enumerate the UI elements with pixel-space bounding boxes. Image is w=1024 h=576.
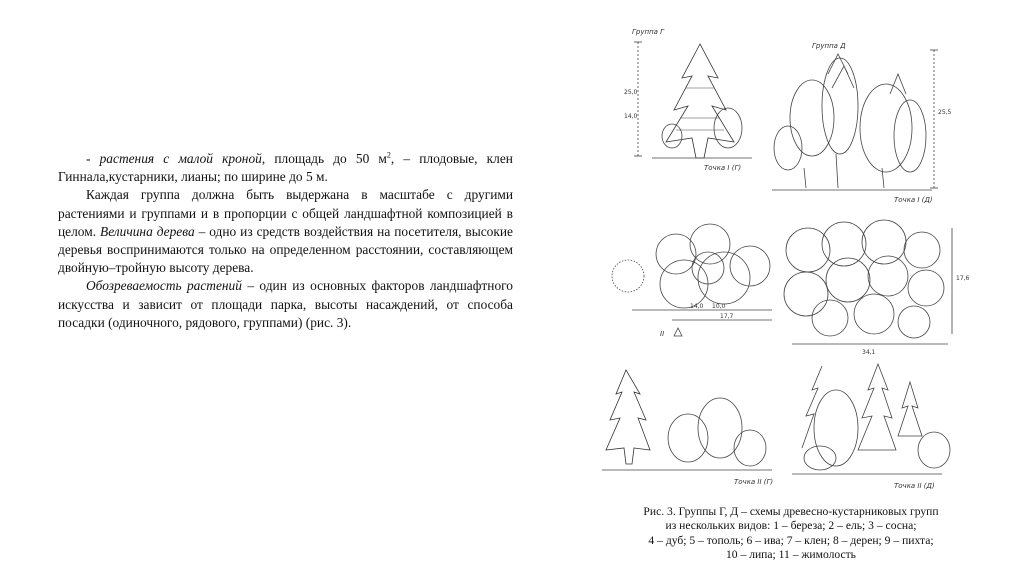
text-fragment: , – плодовые, клен Гиннала,кустарники, лианы; по ширине до 5 м. bbox=[58, 151, 513, 185]
label-point-1g: Точка I (Г) bbox=[704, 164, 742, 172]
group-g-elevation-2 bbox=[602, 370, 772, 470]
plan-dim-34-1: 34,1 bbox=[862, 349, 876, 356]
plan-dim-17-6: 17,6 bbox=[956, 275, 970, 282]
tree-group-drawings bbox=[592, 18, 992, 498]
label-roman-2: II bbox=[660, 330, 665, 338]
group-d-elevation bbox=[772, 50, 938, 190]
dim-25-5: 25,5 bbox=[938, 109, 952, 116]
plan-dim-10: 10,0 bbox=[712, 303, 726, 310]
text-fragment: Каждая группа должна быть выдержана в масштабе с другими растениями и группами и в пропорции с общей ландшафтной композицией в целом. bbox=[58, 187, 513, 239]
plan-dim-14: 14,0 bbox=[690, 303, 704, 310]
dim-25: 25,0 bbox=[624, 89, 638, 96]
text-fragment: , площадь до 50 м bbox=[261, 151, 387, 166]
body-text bbox=[58, 150, 513, 332]
term-visibility: Обозреваемость растений bbox=[86, 278, 242, 294]
plan-dim-17-7: 17,7 bbox=[720, 313, 734, 320]
term-small-crown: - растения с малой кроной bbox=[86, 151, 262, 166]
group-d-plan bbox=[784, 220, 952, 344]
label-point-2d: Точка II (Д) bbox=[894, 482, 935, 490]
label-point-1d: Точка I (Д) bbox=[894, 196, 933, 204]
label-point-2g: Точка II (Г) bbox=[734, 478, 774, 486]
group-g-plan bbox=[612, 224, 772, 336]
caption-line-2: из нескольких видов: 1 – береза; 2 – ель; 3 – сосна; bbox=[665, 519, 917, 533]
caption-line-4: 10 – липа; 11 – жимолость bbox=[726, 547, 856, 561]
superscript: 2 bbox=[386, 150, 391, 160]
paragraph-small-crown bbox=[58, 150, 513, 186]
caption-line-3: 4 – дуб; 5 – тополь; 6 – ива; 7 – клен; 8 – дерен; 9 – пихта; bbox=[648, 533, 934, 547]
dim-14: 14,0 bbox=[624, 113, 638, 120]
label-group-g: Группа Г bbox=[632, 28, 665, 36]
figure-tree-groups bbox=[592, 18, 992, 498]
group-d-elevation-2 bbox=[792, 364, 950, 474]
term-tree-size: Величина дерева bbox=[100, 223, 195, 239]
label-group-d: Группа Д bbox=[812, 42, 846, 50]
text-fragment: – один из основных факторов ландшафтного искусства и зависит от площади парка, высоты насаждений, от способа посадки (одиночного, рядового, группами) (рис. 3). bbox=[58, 278, 513, 330]
paragraph-visibility bbox=[58, 277, 513, 332]
group-g-elevation bbox=[634, 42, 752, 158]
caption-line-1: Рис. 3. Группы Г, Д – схемы древесно-кустарниковых групп bbox=[643, 505, 939, 518]
paragraph-scale bbox=[58, 186, 513, 277]
figure-caption bbox=[605, 505, 977, 562]
text-fragment: – одно из средств воздействия на посетителя, высокие деревья воспринимаются только на определенном расстоянии, составляющем двойную–тройную высоту дерева. bbox=[58, 223, 513, 276]
